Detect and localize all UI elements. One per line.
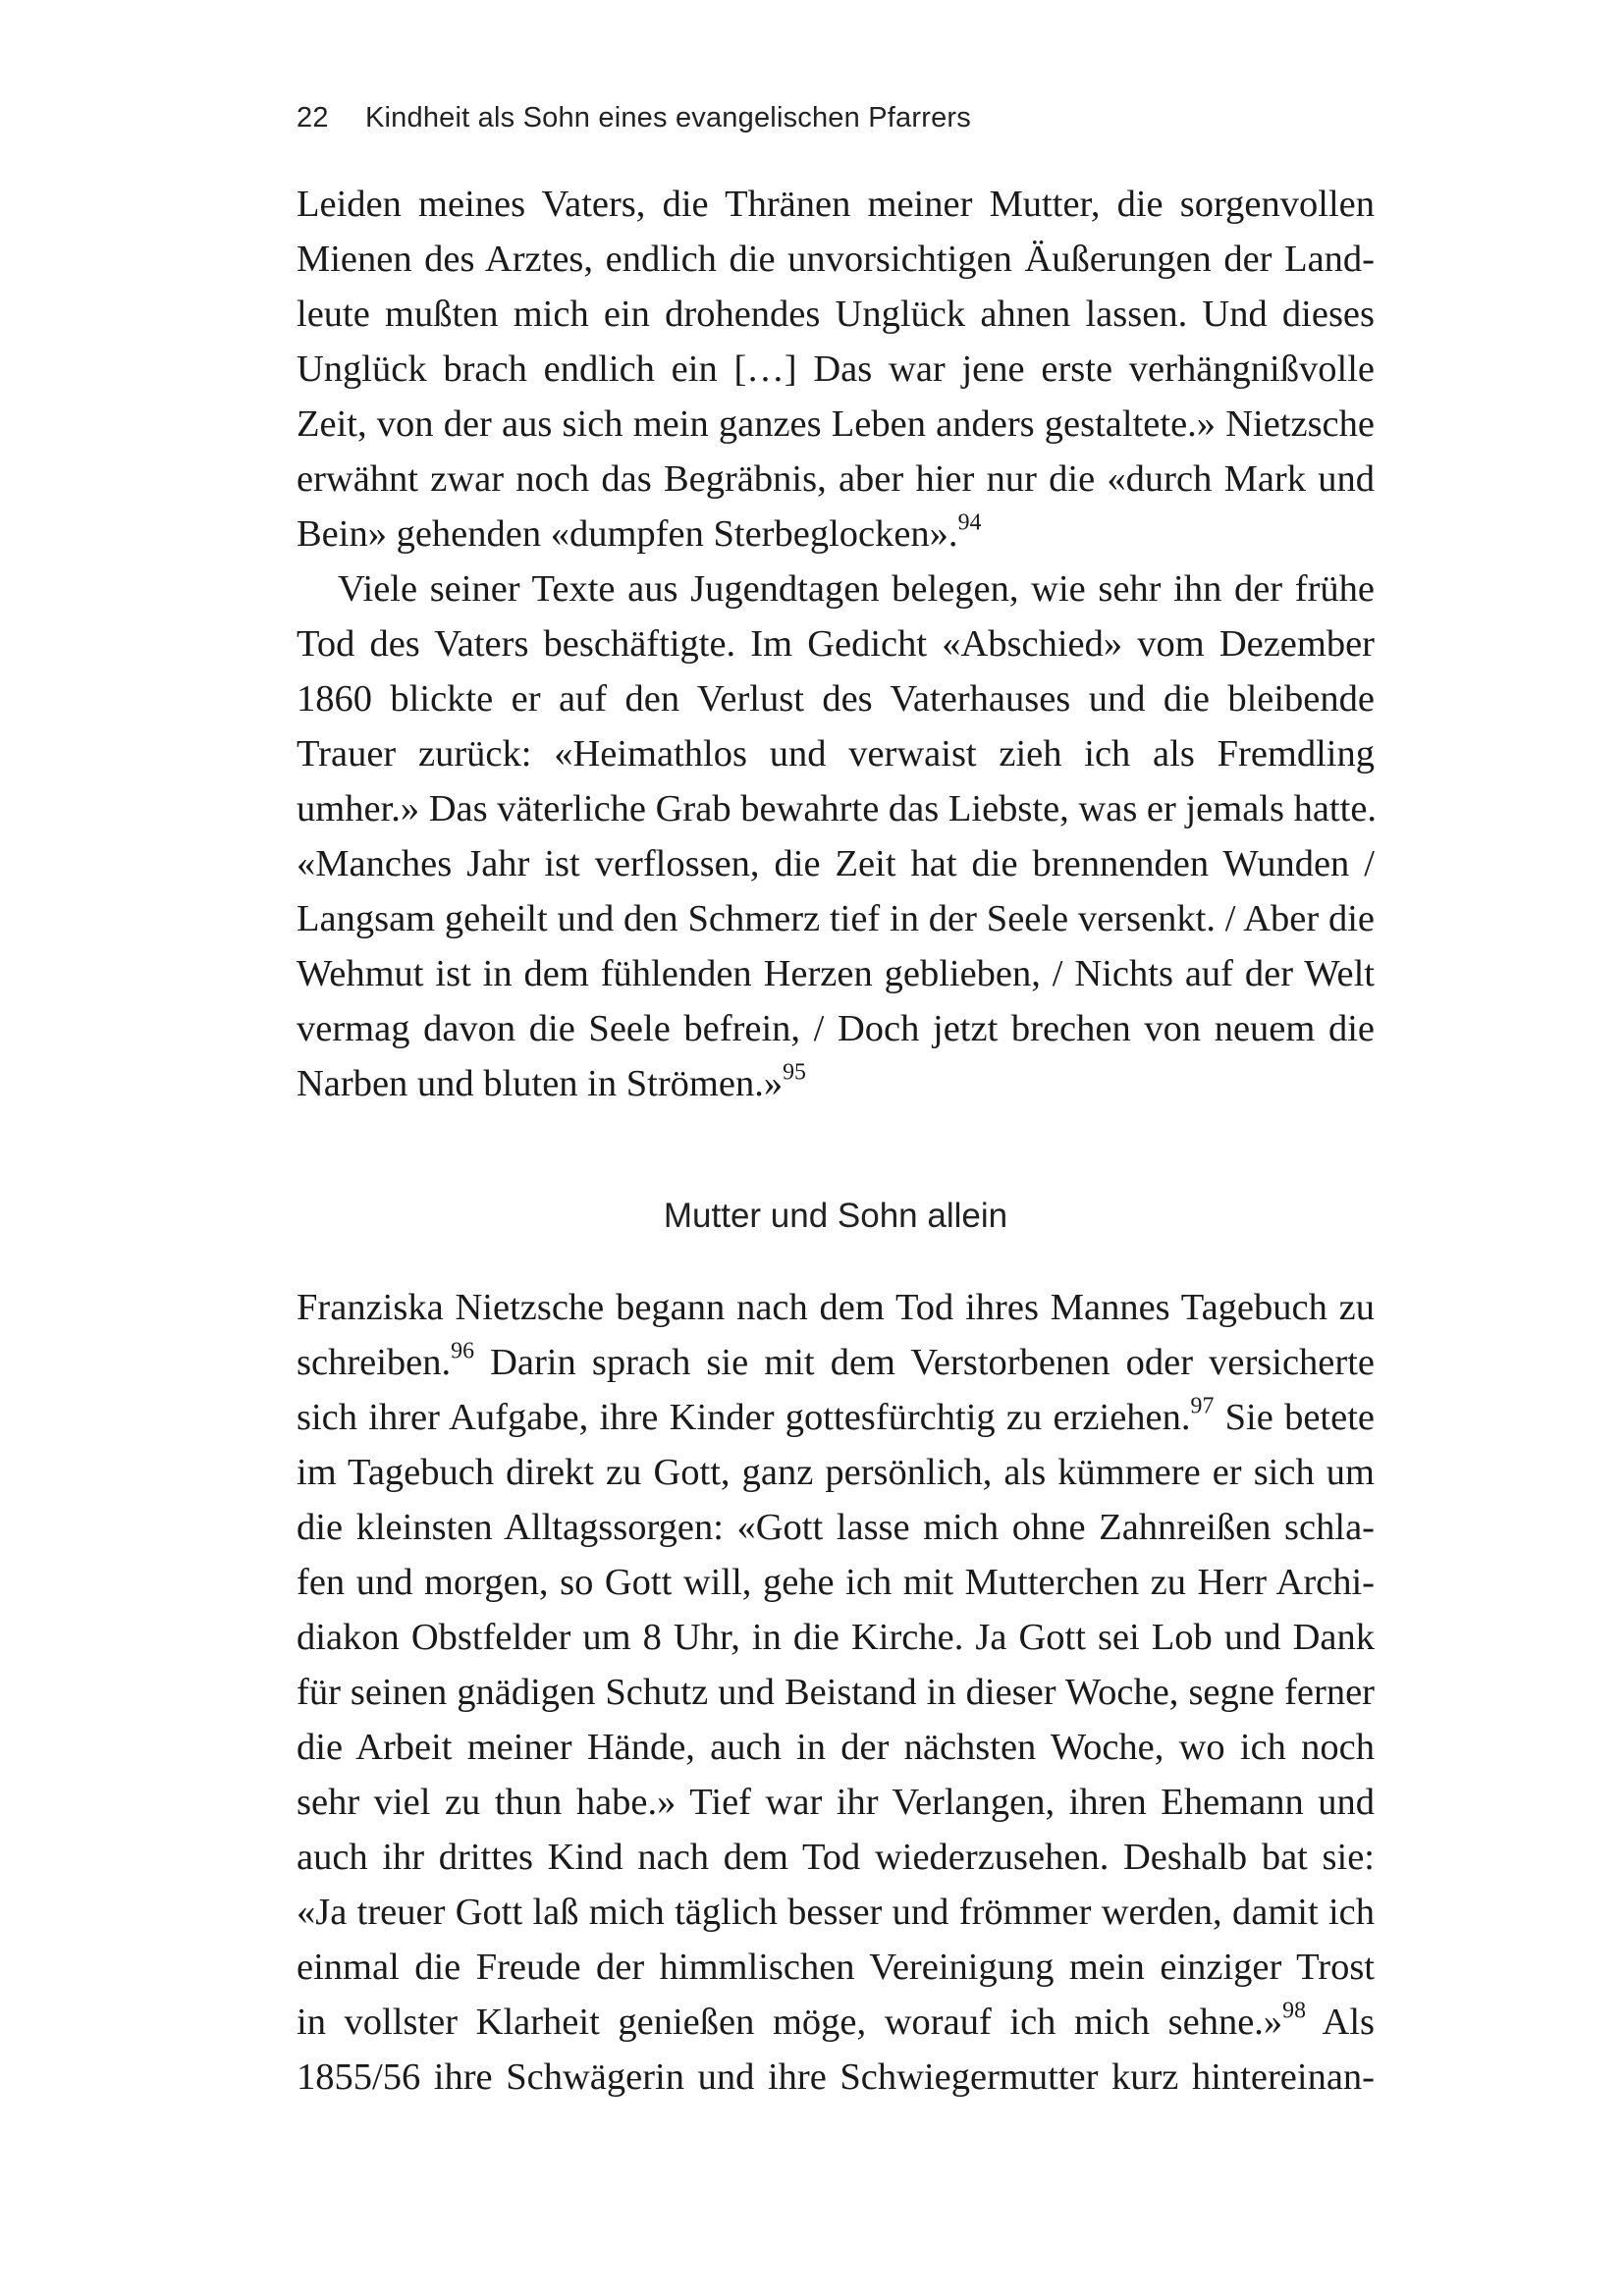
text-run: in vollster Klarheit genießen möge, worauf ich mich sehne.» bbox=[297, 2002, 1283, 2043]
text-line bbox=[297, 1056, 1375, 1111]
text-line: «Manches Jahr ist verflossen, die Zeit hat die brennenden Wunden / bbox=[297, 843, 1375, 884]
text-line: umher.» Das väterliche Grab bewahrte das Liebste, was er jemals hatte. bbox=[297, 788, 1378, 829]
text-line: im Tagebuch direkt zu Gott, ganz persönlich, als kümmere er sich um bbox=[297, 1452, 1375, 1493]
text-line: Franziska Nietzsche begann nach dem Tod ihres Mannes Tagebuch zu bbox=[297, 1287, 1375, 1328]
text-run: Sie betete bbox=[1214, 1397, 1375, 1438]
text-line: die kleinsten Alltagssorgen: «Gott lasse mich ohne Zahnreißen schla- bbox=[297, 1507, 1375, 1548]
footnote-ref: 95 bbox=[783, 1059, 806, 1086]
text-line: 1860 blickte er auf den Verlust des Vaterhauses und die bleibende bbox=[297, 678, 1375, 720]
text-line: diakon Obstfelder um 8 Uhr, in die Kirche. Ja Gott sei Lob und Dank bbox=[297, 1617, 1375, 1658]
footnote-ref: 96 bbox=[451, 1338, 474, 1364]
text-line: Langsam geheilt und den Schmerz tief in der Seele versenkt. / Aber die bbox=[297, 898, 1375, 939]
text-line: Zeit, von der aus sich mein ganzes Leben anders gestaltete.» Nietzsche bbox=[297, 403, 1375, 445]
text-line: vermag davon die Seele befrein, / Doch jetzt brechen von neuem die bbox=[297, 1008, 1375, 1049]
text-line: «Ja treuer Gott laß mich täglich besser und frömmer werden, damit ich bbox=[297, 1892, 1375, 1933]
text-line: die Arbeit meiner Hände, auch in der nächsten Woche, wo ich noch bbox=[297, 1727, 1375, 1768]
text-run: sich ihrer Aufgabe, ihre Kinder gottesfürchtig zu erziehen. bbox=[297, 1397, 1191, 1438]
running-head bbox=[297, 102, 971, 134]
chapter-title: Kindheit als Sohn eines evangelischen Pfarrers bbox=[365, 102, 971, 133]
text-line: fen und morgen, so Gott will, gehe ich mit Mutterchen zu Herr Archi- bbox=[297, 1562, 1375, 1603]
text-line: leute mußten mich ein drohendes Unglück ahnen lassen. Und dieses bbox=[297, 294, 1375, 335]
text-line: Leiden meines Vaters, die Thränen meiner Mutter, die sorgenvollen bbox=[297, 184, 1375, 225]
text-run: Als bbox=[1306, 2002, 1376, 2043]
text-line bbox=[297, 1335, 1375, 1390]
text-line bbox=[297, 1390, 1375, 1445]
text-line bbox=[297, 1995, 1375, 2050]
paragraph-2 bbox=[297, 561, 1378, 1111]
text-line: 1855/56 ihre Schwägerin und ihre Schwiegermutter kurz hintereinan- bbox=[297, 2056, 1375, 2098]
text-line: für seinen gnädigen Schutz und Beistand in dieser Woche, segne ferner bbox=[297, 1672, 1375, 1713]
text-line: auch ihr drittes Kind nach dem Tod wiederzusehen. Deshalb bat sie: bbox=[297, 1837, 1375, 1878]
text-run: schreiben. bbox=[297, 1342, 452, 1383]
text-line: Trauer zurück: «Heimathlos und verwaist zieh ich als Fremdling bbox=[297, 733, 1375, 774]
text-run: Bein» gehenden «dumpfen Sterbeglocken». bbox=[297, 513, 958, 555]
text-line: Viele seiner Texte aus Jugendtagen belegen, wie sehr ihn der frühe bbox=[338, 568, 1375, 610]
footnote-ref: 97 bbox=[1190, 1393, 1215, 1419]
text-line: Mienen des Arztes, endlich die unvorsichtigen Äußerungen der Land- bbox=[297, 239, 1375, 280]
section-heading: Mutter und Sohn allein bbox=[663, 1197, 1008, 1235]
text-run: Darin sprach sie mit dem Verstorbenen oder versicherte bbox=[474, 1342, 1375, 1383]
text-run: Narben und bluten in Strömen.» bbox=[297, 1063, 784, 1104]
text-line: erwähnt zwar noch das Begräbnis, aber hier nur die «durch Mark und bbox=[297, 458, 1375, 500]
text-line: Wehmut ist in dem fühlenden Herzen geblieben, / Nichts auf der Welt bbox=[297, 953, 1375, 994]
page-number: 22 bbox=[297, 102, 329, 133]
footnote-ref: 94 bbox=[957, 509, 982, 536]
paragraph-1 bbox=[297, 177, 1375, 561]
text-line: sehr viel zu thun habe.» Tief war ihr Verlangen, ihren Ehemann und bbox=[297, 1782, 1375, 1823]
paragraph-3 bbox=[297, 1280, 1375, 2105]
footnote-ref: 98 bbox=[1282, 1998, 1307, 2024]
text-line: Tod des Vaters beschäftigte. Im Gedicht «Abschied» vom Dezember bbox=[297, 623, 1375, 665]
text-line: einmal die Freude der himmlischen Vereinigung mein einziger Trost bbox=[297, 1947, 1375, 1988]
text-line: Unglück brach endlich ein […] Das war jene erste verhängnißvolle bbox=[297, 348, 1375, 390]
text-line bbox=[297, 507, 1375, 561]
